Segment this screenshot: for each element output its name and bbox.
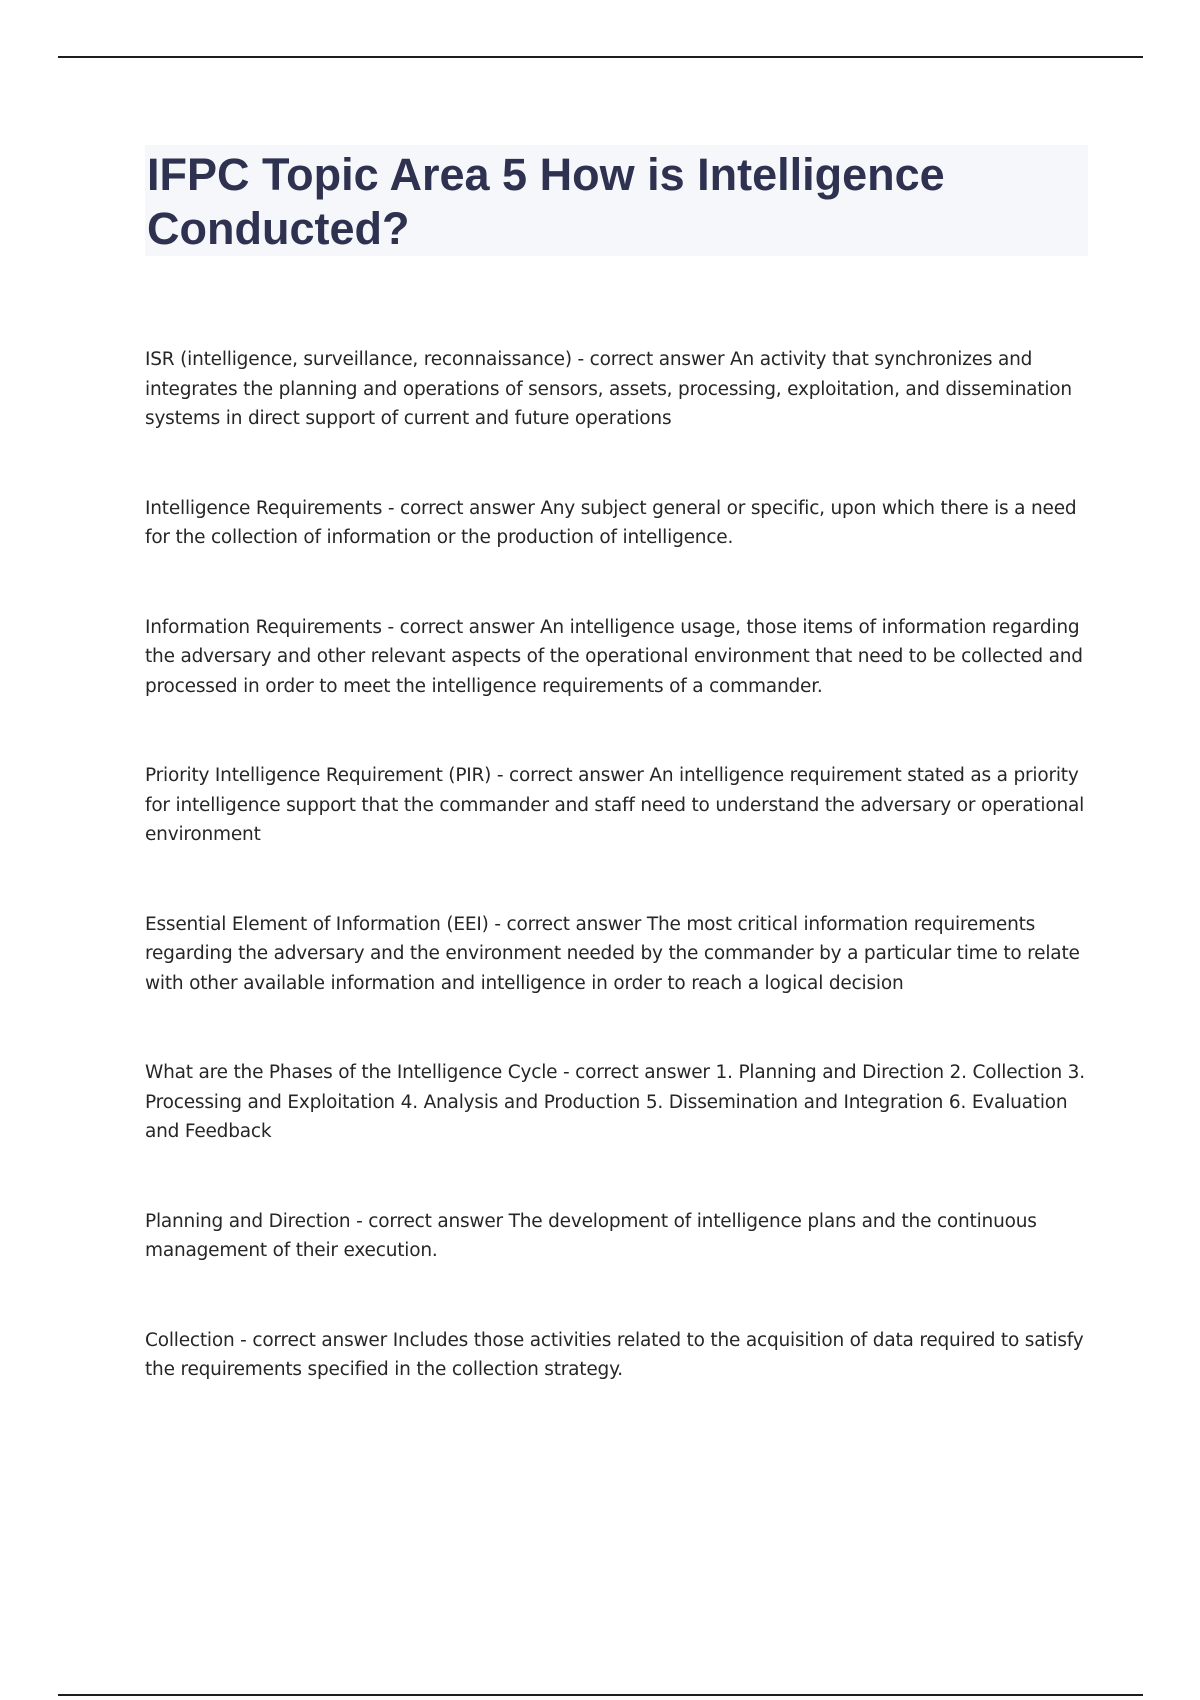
flashcard-entry-information-requirements: Information Requirements - correct answer An intelligence usage, those items of information regarding the adversary and other relevant aspects of the operational environment that need to be collected and processed in order to meet the intelligence requirements of a commander. — [145, 616, 1083, 697]
flashcard-entry-isr: ISR (intelligence, surveillance, reconnaissance) - correct answer An activity that synchronizes and integrates the planning and operations of sensors, assets, processing, exploitation, and dissemination systems in direct support of current and future operations — [145, 349, 1072, 429]
flashcard-entry-intelligence-requirements: Intelligence Requirements - correct answer Any subject general or specific, upon which there is a need for the collection of information or the production of intelligence. — [145, 497, 1077, 548]
title-banner — [145, 145, 1088, 256]
flashcard-entry-planning-direction: Planning and Direction - correct answer The development of intelligence plans and the continuous management of their execution. — [145, 1210, 1037, 1261]
flashcard-list — [145, 345, 1095, 1385]
page-title: IFPC Topic Area 5 How is Intelligence Conducted? — [147, 149, 945, 254]
flashcard-entry-eei: Essential Element of Information (EEI) - correct answer The most critical information requirements regarding the adversary and the environment needed by the commander by a particular time to relate with other available information and intelligence in order to reach a logical decision — [145, 913, 1080, 994]
flashcard-entry-intelligence-cycle: What are the Phases of the Intelligence Cycle - correct answer 1. Planning and Direction 2. Collection 3. Processing and Exploitation 4. Analysis and Production 5. Dissemination and Integration 6. Evaluation and Feedback — [145, 1062, 1085, 1142]
flashcard-entry-collection: Collection - correct answer Includes those activities related to the acquisition of data required to satisfy the requirements specified in the collection strategy. — [145, 1329, 1084, 1380]
flashcard-entry-pir: Priority Intelligence Requirement (PIR) - correct answer An intelligence requirement stated as a priority for intelligence support that the commander and staff need to understand the adversary or operational environment — [145, 765, 1085, 845]
header-divider — [58, 56, 1143, 58]
footer-divider — [58, 1694, 1143, 1696]
